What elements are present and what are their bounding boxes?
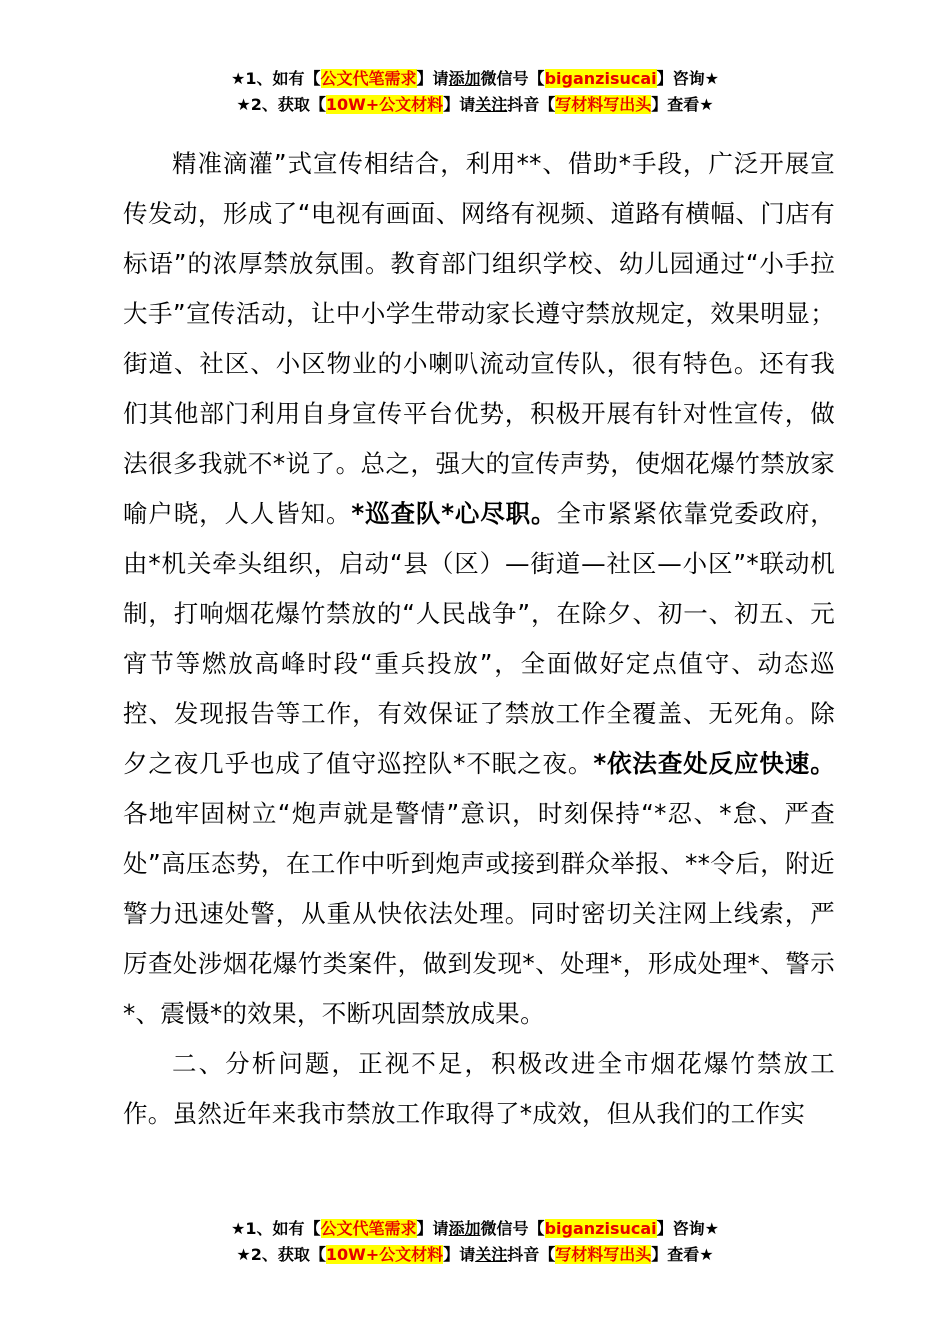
banner-text: 】咨询★ [656, 1219, 719, 1238]
underlined-text: 关注 [475, 1245, 508, 1264]
banner-line-1 [0, 1216, 950, 1242]
banner-text: 】请 [443, 95, 476, 114]
banner-text: 】请 [443, 1245, 476, 1264]
banner-text: 抖音【 [507, 1245, 556, 1264]
paragraph [123, 139, 835, 1039]
banner-text: 】请 [416, 1219, 449, 1238]
banner-text: 微信号【 [480, 69, 545, 88]
banner-text: 微信号【 [480, 1219, 545, 1238]
header-banner [0, 66, 950, 118]
douyin-id: 写材料写出头 [555, 95, 652, 114]
banner-text: 抖音【 [507, 95, 556, 114]
bold-heading: *巡查队*心尽职。 [351, 499, 557, 528]
banner-text: 】查看★ [651, 95, 714, 114]
banner-text: 】请 [416, 69, 449, 88]
highlight-text: 10W+公文材料 [325, 1245, 444, 1264]
wechat-id: biganzisucai [544, 1219, 657, 1238]
banner-text: ★2、获取【 [236, 1245, 326, 1264]
banner-line-2 [0, 92, 950, 118]
banner-text: ★1、如有【 [231, 69, 321, 88]
banner-line-2 [0, 1242, 950, 1268]
highlight-text: 10W+公文材料 [325, 95, 444, 114]
underlined-text: 添加 [448, 69, 481, 88]
footer-banner [0, 1216, 950, 1268]
banner-text: ★2、获取【 [236, 95, 326, 114]
banner-text: ★1、如有【 [231, 1219, 321, 1238]
highlight-text: 公文代笔需求 [320, 69, 417, 88]
paragraph-text: 各地牢固树立“炮声就是警情”意识，时刻保持“*忍、*怠、严查处”高压态势，在工作中听到炮声或接到群众举报、**令后，附近警力迅速处警，从重从快依法处理。同时密切关注网上线索，严厉查处涉烟花爆竹类案件，做到发现*、处理*，形成处理*、警示*、震慑*的效果，不断巩固禁放成果。 [123, 799, 835, 1028]
paragraph: 二、分析问题，正视不足，积极改进全市烟花爆竹禁放工作。虽然近年来我市禁放工作取得了*成效，但从我们的工作实 [123, 1049, 835, 1128]
wechat-id: biganzisucai [544, 69, 657, 88]
highlight-text: 公文代笔需求 [320, 1219, 417, 1238]
paragraph-text: 全市紧紧依靠党委政府，由*机关牵头组织，启动“县（区）—街道—社区—小区”*联动机制，打响烟花爆竹禁放的“人民战争”，在除夕、初一、初五、元宵节等燃放高峰时段“重兵投放”，全面做好定点值守、动态巡控、发现报告等工作，有效保证了禁放工作全覆盖、无死角。除夕之夜几乎也成了值守巡控队*不眠之夜。 [123, 499, 836, 778]
douyin-id: 写材料写出头 [555, 1245, 652, 1264]
underlined-text: 关注 [475, 95, 508, 114]
underlined-text: 添加 [448, 1219, 481, 1238]
bold-heading: *依法查处反应快速。 [593, 749, 836, 778]
document-body [123, 139, 835, 1139]
banner-text: 】查看★ [651, 1245, 714, 1264]
paragraph-text: 精准滴灌”式宣传相结合，利用**、借助*手段，广泛开展宣传发动，形成了“电视有画面、网络有视频、道路有横幅、门店有标语”的浓厚禁放氛围。教育部门组织学校、幼儿园通过“小手拉大手”宣传活动，让中小学生带动家长遵守禁放规定，效果明显；街道、社区、小区物业的小喇叭流动宣传队，很有特色。还有我们其他部门利用自身宣传平台优势，积极开展有针对性宣传，做法很多我就不*说了。总之，强大的宣传声势，使烟花爆竹禁放家喻户晓，人人皆知。 [123, 149, 835, 528]
banner-line-1 [0, 66, 950, 92]
banner-text: 】咨询★ [656, 69, 719, 88]
